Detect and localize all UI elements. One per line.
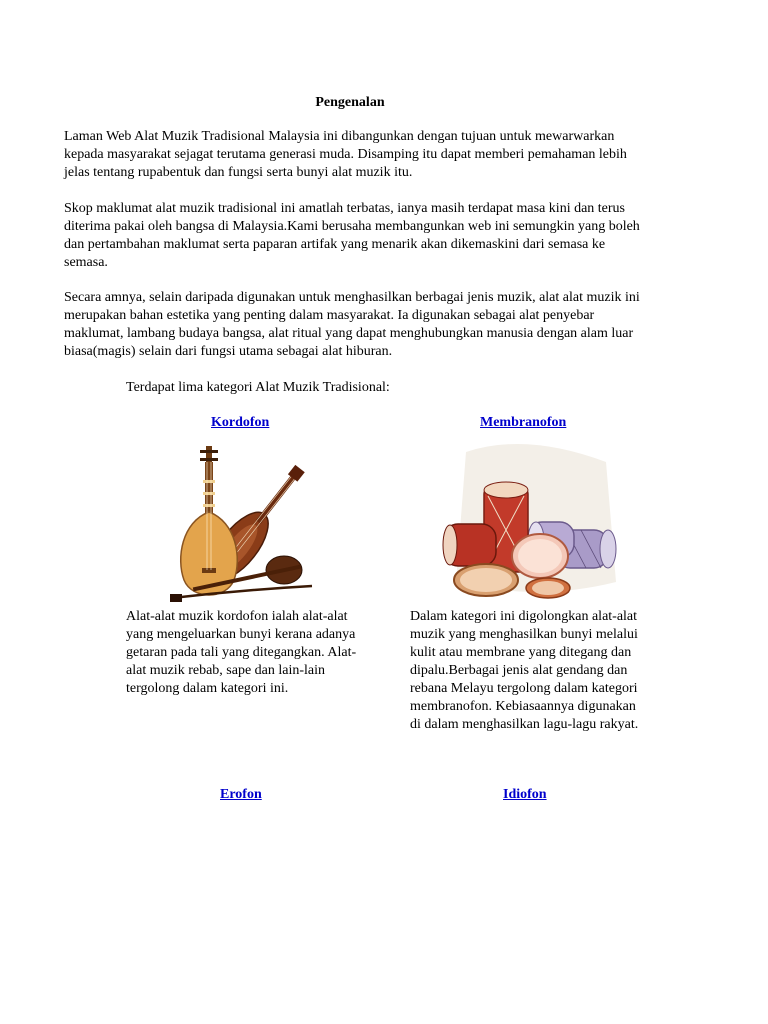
drums-image: [436, 432, 620, 602]
membranofon-link[interactable]: Membranofon: [480, 415, 567, 430]
string-instruments-image: [162, 440, 322, 608]
paragraph-scope: Skop maklumat alat muzik tradisional ini amatlah terbatas, ianya masih terdapat masa kini dan terus diterima pakai oleh bangsa di Malaysia.Kami berusaha membangunkan web ini semungkin yang boleh dan pertambahan maklumat serta paparan artifak yang menarik akan dikemaskini dari semasa ke semasa.: [64, 201, 640, 270]
erofon-link[interactable]: Erofon: [220, 787, 262, 802]
kordofon-link[interactable]: Kordofon: [211, 415, 270, 430]
idiofon-link[interactable]: Idiofon: [503, 787, 547, 802]
page-heading: Pengenalan: [315, 95, 385, 110]
paragraph-function: Secara amnya, selain daripada digunakan untuk menghasilkan berbagai jenis muzik, alat alat muzik ini merupakan bahan estetika yang penting dalam masyarakat. Ia digunakan sebagai alat penyebar maklumat, lambang budaya bangsa, alat ritual yang dapat menghubungkan manusia dengan alam luar biasa(magis) selain dari fungsi utama sebagai alat hiburan.: [64, 290, 640, 359]
categories-intro: Terdapat lima kategori Alat Muzik Tradisional:: [126, 380, 390, 395]
membranofon-description: Dalam kategori ini digolongkan alat-alat muzik yang menghasilkan bunyi melalui kulit atau membrane yang ditegang dan dipalu.Berbagai jenis alat gendang dan rebana Melayu tergolong dalam kategori membranofon. Kebiasaannya digunakan di dalam menghasilkan lagu-lagu rakyat.: [410, 609, 639, 732]
kordofon-description: Alat-alat muzik kordofon ialah alat-alat yang mengeluarkan bunyi kerana adanya getaran pada tali yang ditegangkan. Alat-alat muzik rebab, sape dan lain-lain tergolong dalam kategori ini.: [126, 609, 357, 696]
paragraph-purpose: Laman Web Alat Muzik Tradisional Malaysia ini dibangunkan dengan tujuan untuk mewarwarkan kepada masyarakat sejagat terutama generasi muda. Disamping itu dapat memberi pemahaman lebih jelas tentang rupabentuk dan fungsi serta bunyi alat muzik itu.: [64, 129, 627, 180]
